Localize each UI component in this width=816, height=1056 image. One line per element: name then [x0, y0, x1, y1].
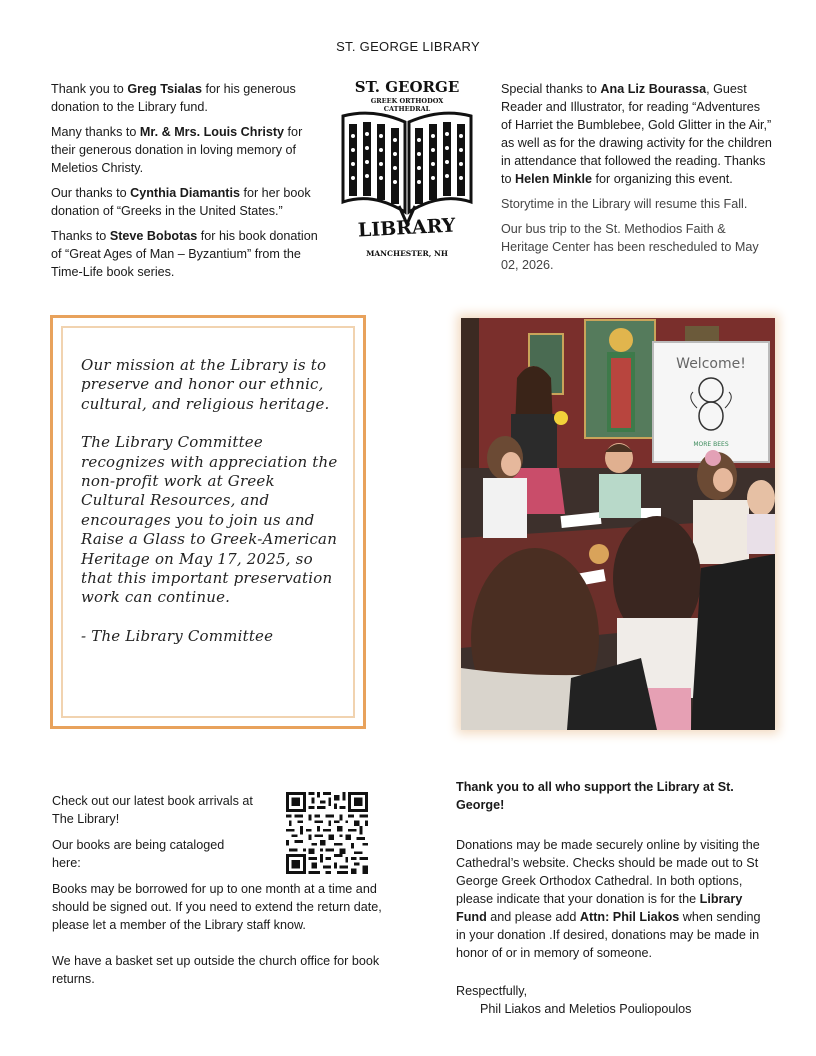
- thanks-paragraph: Thank you to Greg Tsialas for his generous donation to the Library fund.: [51, 82, 296, 114]
- logo-word: LIBRARY: [357, 214, 456, 242]
- page-title: ST. GEORGE LIBRARY: [336, 39, 480, 54]
- returns-note: We have a basket set up outside the church office for book returns.: [52, 954, 380, 986]
- logo-place: MANCHESTER, NH: [366, 249, 448, 258]
- donor-name: Mr. & Mrs. Louis Christy: [139, 125, 285, 139]
- logo-sub-text: CATHEDRAL: [383, 105, 431, 113]
- reader-name: Ana Liz Bourassa: [600, 82, 707, 96]
- storytime-note: Storytime in the Library will resume this Fall.: [501, 197, 748, 211]
- library-logo: [333, 74, 481, 264]
- logo-top-text: ST. GEORGE: [354, 78, 460, 96]
- left-thanks-column: [51, 80, 326, 288]
- reader-thanks-paragraph: Special thanks to Ana Liz Bourassa, Guest Reader and Illustrator, for reading “Adventures of Harriet the Bumblebee, Gold Glitter in the Air,” as well as for the drawing activity for the children in attendance that followed the reading. Thanks to Helen Minkle for organizing this event.: [501, 82, 772, 186]
- support-heading: Thank you to all who support the Library at St. George!: [456, 780, 734, 812]
- mission-text: [81, 356, 343, 665]
- committee-appeal: The Library Committee recognizes with appreciation the non-profit work at Greek Cultural Resources, and encourages you to join us and Raise a Glass to Greek-American Heritage on May 17, 2025, so that this important preservation work can continue.: [81, 433, 338, 607]
- organizer-name: Helen Minkle: [515, 172, 592, 186]
- donation-instructions: Donations may be made securely online by visiting the Cathedral’s website. Checks should be made out to St George Greek Orthodox Cathedral. In both options, please indicate that your donation is for the Library Fund and please add Attn: Phil Liakos when sending in your donation .If desired, donations may be made in honor of or in memory of someone.: [456, 838, 761, 960]
- catalog-qr-code[interactable]: [286, 792, 368, 874]
- donor-name: Greg Tsialas: [127, 82, 202, 96]
- closing: Respectfully,: [456, 984, 528, 998]
- borrowing-policy: Books may be borrowed for up to one month at a time and should be signed out. If you need to extend the return date, please let a member of the Library staff know.: [52, 882, 382, 932]
- catalog-note: Our books are being cataloged here:: [52, 838, 225, 870]
- qr-code-icon: [286, 792, 368, 874]
- book-logo-icon: [333, 74, 481, 264]
- bottom-right-donations: [456, 778, 772, 1026]
- attn-label: Attn: Phil Liakos: [579, 910, 680, 924]
- donor-name: Cynthia Diamantis: [130, 186, 240, 200]
- storytime-photo: [461, 318, 775, 730]
- thanks-paragraph: Thanks to Steve Bobotas for his book donation of “Great Ages of Man – Byzantium” from the Time-Life book series.: [51, 229, 318, 279]
- logo-sub-text: GREEK ORTHODOX: [370, 97, 444, 105]
- library-fund-label: Library Fund: [456, 892, 743, 924]
- whiteboard-caption: MORE BEES: [693, 441, 729, 448]
- mission-box: [50, 315, 366, 729]
- thanks-paragraph: Many thanks to Mr. & Mrs. Louis Christy for their generous donation in loving memory of Meletios Christy.: [51, 125, 303, 175]
- signers: Phil Liakos and Meletios Pouliopoulos: [480, 1002, 692, 1016]
- thanks-paragraph: Our thanks to Cynthia Diamantis for her book donation of “Greeks in the United States.”: [51, 186, 311, 218]
- mission-signature: - The Library Committee: [81, 626, 274, 645]
- whiteboard-text: Welcome!: [676, 356, 746, 372]
- bus-trip-note: Our bus trip to the St. Methodios Faith & Heritage Center has been rescheduled to May 02, 2026.: [501, 222, 759, 272]
- new-arrivals-note: Check out our latest book arrivals at The Library!: [52, 794, 253, 826]
- right-column: [501, 80, 773, 281]
- mission-statement: Our mission at the Library is to preserve and honor our ethnic, cultural, and religious heritage.: [81, 356, 330, 413]
- storytime-photo-illustration: [461, 318, 775, 730]
- donor-name: Steve Bobotas: [109, 229, 198, 243]
